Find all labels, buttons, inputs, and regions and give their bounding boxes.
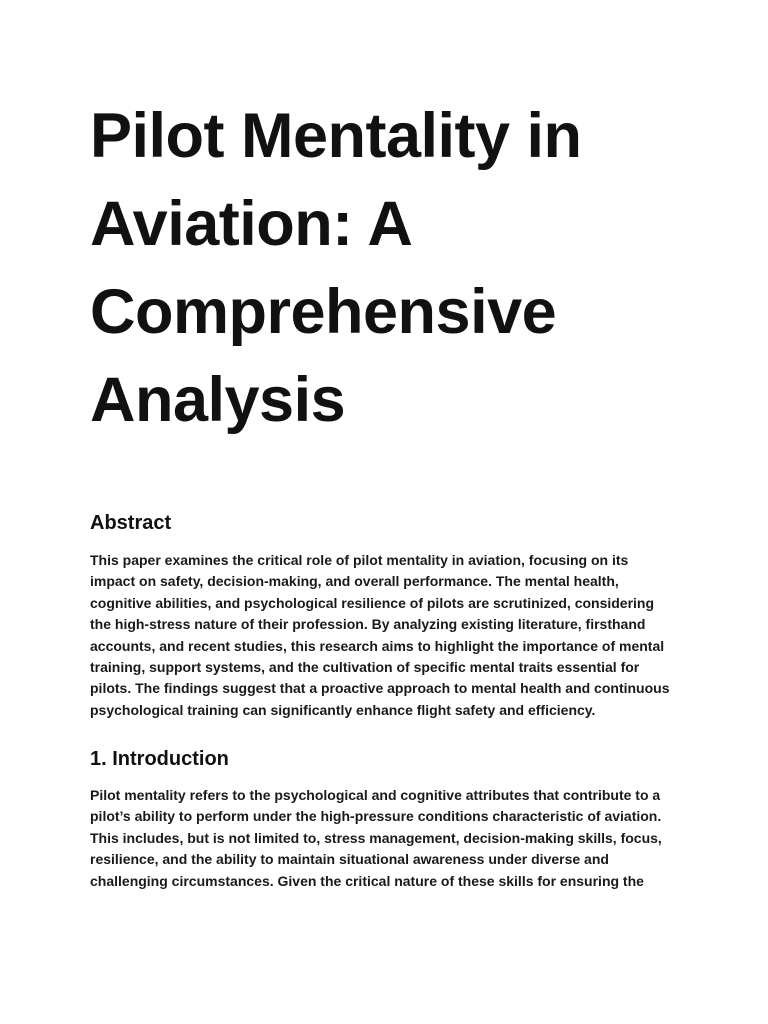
introduction-line: pilot’s ability to perform under the high-pressure conditions characteristic of aviation. — [90, 808, 662, 825]
abstract-paragraph — [90, 550, 690, 721]
title-line: Aviation: A — [90, 189, 413, 259]
abstract-line: the high-stress nature of their profession. By analyzing existing literature, firsthand — [90, 616, 646, 633]
introduction-line: challenging circumstances. Given the critical nature of these skills for ensuring the — [90, 872, 644, 889]
abstract-line: psychological training can significantly enhance flight safety and efficiency. — [90, 701, 596, 718]
abstract-line: cognitive abilities, and psychological resilience of pilots are scrutinized, considering — [90, 594, 655, 611]
introduction-paragraph — [90, 785, 690, 892]
title-line: Analysis — [90, 365, 346, 435]
abstract-line: impact on safety, decision-making, and overall performance. The mental health, — [90, 573, 619, 590]
abstract-heading: Abstract — [90, 512, 172, 534]
introduction-line: resilience, and the ability to maintain situational awareness under diverse and — [90, 851, 609, 868]
abstract-line: pilots. The findings suggest that a proactive approach to mental health and continuous — [90, 680, 670, 697]
introduction-line: This includes, but is not limited to, stress management, decision-making skills, focus, — [90, 829, 662, 846]
abstract-line: training, support systems, and the cultivation of specific mental traits essential for — [90, 659, 640, 676]
title-line: Comprehensive — [90, 277, 557, 347]
title-line: Pilot Mentality in — [90, 101, 582, 171]
abstract-line: This paper examines the critical role of pilot mentality in aviation, focusing on its — [90, 552, 629, 568]
introduction-line: Pilot mentality refers to the psychological and cognitive attributes that contribute to a — [90, 787, 661, 803]
introduction-heading: 1. Introduction — [90, 748, 229, 770]
abstract-line: accounts, and recent studies, this research aims to highlight the importance of mental — [90, 637, 665, 654]
document-title — [90, 92, 690, 444]
